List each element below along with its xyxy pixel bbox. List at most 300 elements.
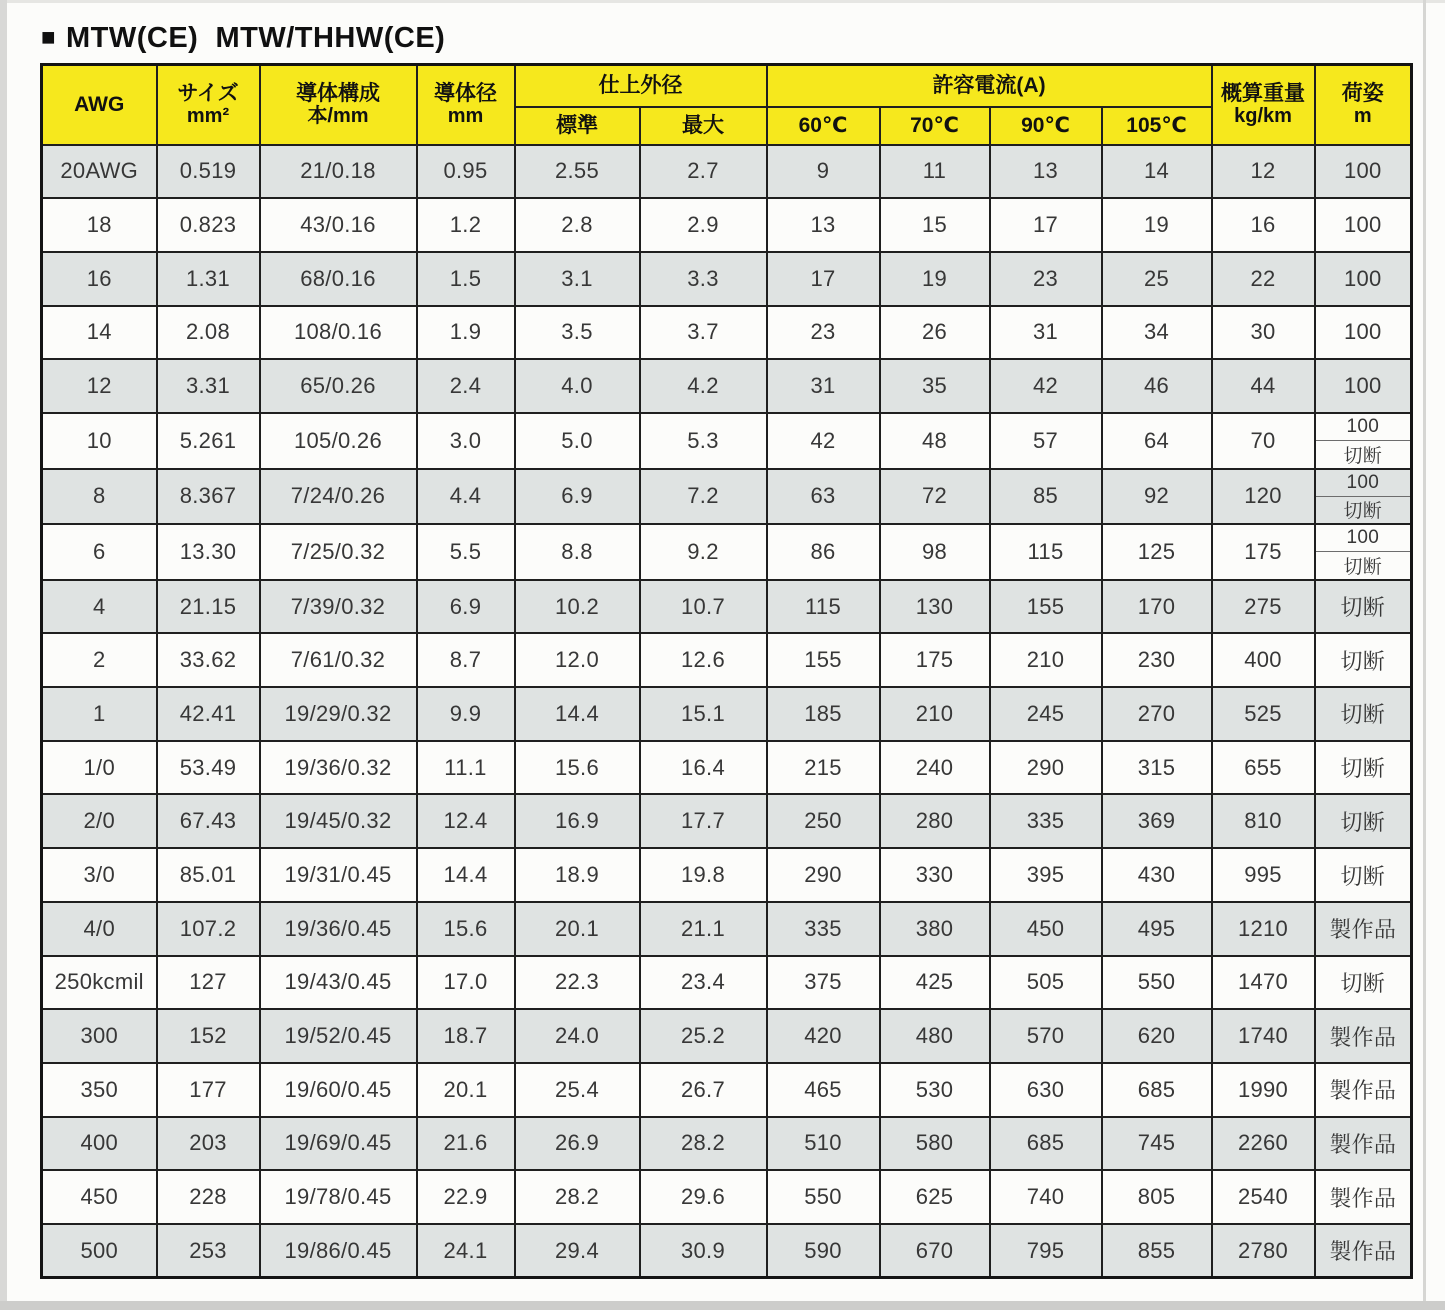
- awg-cell: 250kcmil: [42, 956, 157, 1010]
- amp-90-cell: 245: [990, 687, 1102, 741]
- construction-cell: 108/0.16: [260, 306, 417, 360]
- od-max-cell: 19.8: [640, 848, 767, 902]
- header-size-line2: mm²: [186, 105, 230, 128]
- amp-70-cell: 380: [880, 902, 990, 956]
- diameter-cell: 1.5: [417, 252, 515, 306]
- awg-cell: 18: [42, 198, 157, 252]
- construction-cell: 19/43/0.45: [260, 956, 417, 1010]
- packing-cell: 製作品: [1315, 1063, 1412, 1117]
- diameter-cell: 12.4: [417, 794, 515, 848]
- amp-70-cell: 98: [880, 524, 990, 580]
- weight-cell: 810: [1212, 794, 1315, 848]
- scan-edge-right: [1423, 0, 1426, 1310]
- table-row: [42, 1224, 1412, 1278]
- diameter-cell: 15.6: [417, 902, 515, 956]
- diameter-cell: 9.9: [417, 687, 515, 741]
- amp-90-cell: 290: [990, 741, 1102, 795]
- od-std-cell: 3.1: [515, 252, 640, 306]
- header-diameter-line1: 導体径: [434, 81, 497, 105]
- amp-105-cell: 805: [1102, 1170, 1212, 1224]
- amp-60-cell: 375: [767, 956, 880, 1010]
- packing-cell: 切断: [1315, 687, 1412, 741]
- construction-cell: 19/69/0.45: [260, 1117, 417, 1171]
- table-row: [42, 145, 1412, 199]
- weight-cell: 1210: [1212, 902, 1315, 956]
- size-cell: 0.823: [157, 198, 260, 252]
- packing-cell: [1315, 524, 1412, 580]
- amp-105-cell: 92: [1102, 469, 1212, 525]
- header-ampacity: 許容電流(A): [767, 65, 1212, 107]
- amp-60-cell: 590: [767, 1224, 880, 1278]
- od-std-cell: 25.4: [515, 1063, 640, 1117]
- weight-cell: 525: [1212, 687, 1315, 741]
- packing-cell: 100: [1315, 198, 1412, 252]
- od-max-cell: 25.2: [640, 1009, 767, 1063]
- size-cell: 67.43: [157, 794, 260, 848]
- od-std-cell: 16.9: [515, 794, 640, 848]
- amp-90-cell: 57: [990, 413, 1102, 469]
- diameter-cell: 20.1: [417, 1063, 515, 1117]
- header-size: [157, 65, 260, 145]
- construction-cell: 19/45/0.32: [260, 794, 417, 848]
- header-weight-line2: kg/km: [1234, 105, 1292, 128]
- size-cell: 33.62: [157, 633, 260, 687]
- awg-cell: 10: [42, 413, 157, 469]
- amp-60-cell: 335: [767, 902, 880, 956]
- weight-cell: 1990: [1212, 1063, 1315, 1117]
- table-row: [42, 198, 1412, 252]
- amp-90-cell: 795: [990, 1224, 1102, 1278]
- packing-cell: 切断: [1315, 633, 1412, 687]
- od-std-cell: 8.8: [515, 524, 640, 580]
- construction-cell: 19/36/0.32: [260, 741, 417, 795]
- amp-70-cell: 48: [880, 413, 990, 469]
- packing-cell: 製作品: [1315, 1170, 1412, 1224]
- amp-70-cell: 130: [880, 580, 990, 634]
- header-weight-line1: 概算重量: [1221, 81, 1306, 105]
- amp-60-cell: 86: [767, 524, 880, 580]
- table-row: [42, 580, 1412, 634]
- amp-60-cell: 9: [767, 145, 880, 199]
- od-std-cell: 10.2: [515, 580, 640, 634]
- header-finished-od: 仕上外径: [515, 65, 767, 107]
- amp-90-cell: 13: [990, 145, 1102, 199]
- amp-60-cell: 550: [767, 1170, 880, 1224]
- packing-cell: 切断: [1315, 794, 1412, 848]
- diameter-cell: 18.7: [417, 1009, 515, 1063]
- amp-70-cell: 11: [880, 145, 990, 199]
- od-max-cell: 17.7: [640, 794, 767, 848]
- header-diameter: [417, 65, 515, 145]
- awg-cell: 4/0: [42, 902, 157, 956]
- header-temp-60: 60℃: [767, 107, 880, 145]
- header-temp-105: 105℃: [1102, 107, 1212, 145]
- scan-edge-top: [0, 0, 1445, 3]
- table-row: [42, 902, 1412, 956]
- od-std-cell: 20.1: [515, 902, 640, 956]
- awg-cell: 2: [42, 633, 157, 687]
- weight-cell: 44: [1212, 359, 1315, 413]
- diameter-cell: 3.0: [417, 413, 515, 469]
- amp-70-cell: 15: [880, 198, 990, 252]
- amp-70-cell: 625: [880, 1170, 990, 1224]
- table-row: [42, 359, 1412, 413]
- size-cell: 228: [157, 1170, 260, 1224]
- construction-cell: 19/78/0.45: [260, 1170, 417, 1224]
- construction-cell: 7/24/0.26: [260, 469, 417, 525]
- packing-cell: 100: [1315, 252, 1412, 306]
- header-diameter-line2: mm: [447, 105, 484, 128]
- packing-cell: [1315, 469, 1412, 525]
- awg-cell: 2/0: [42, 794, 157, 848]
- table-row: [42, 956, 1412, 1010]
- weight-cell: 12: [1212, 145, 1315, 199]
- amp-70-cell: 670: [880, 1224, 990, 1278]
- packing-sub-cell: 100: [1316, 414, 1411, 441]
- size-cell: 127: [157, 956, 260, 1010]
- size-cell: 1.31: [157, 252, 260, 306]
- weight-cell: 2260: [1212, 1117, 1315, 1171]
- od-max-cell: 4.2: [640, 359, 767, 413]
- packing-sub-cell: 100: [1316, 470, 1411, 497]
- amp-70-cell: 19: [880, 252, 990, 306]
- amp-60-cell: 465: [767, 1063, 880, 1117]
- scan-edge-bottom: [0, 1301, 1445, 1310]
- amp-105-cell: 855: [1102, 1224, 1212, 1278]
- construction-cell: 68/0.16: [260, 252, 417, 306]
- od-std-cell: 29.4: [515, 1224, 640, 1278]
- awg-cell: 6: [42, 524, 157, 580]
- construction-cell: 105/0.26: [260, 413, 417, 469]
- amp-70-cell: 26: [880, 306, 990, 360]
- header-packing-line1: 荷姿: [1341, 81, 1384, 105]
- header-packing-line2: m: [1353, 105, 1372, 128]
- header-packing: [1315, 65, 1412, 145]
- amp-90-cell: 450: [990, 902, 1102, 956]
- header-construction-line2: 本/mm: [307, 105, 369, 128]
- od-std-cell: 24.0: [515, 1009, 640, 1063]
- packing-sub-cell: 100: [1316, 525, 1411, 552]
- amp-105-cell: 25: [1102, 252, 1212, 306]
- weight-cell: 22: [1212, 252, 1315, 306]
- amp-90-cell: 23: [990, 252, 1102, 306]
- header-temp-70: 70℃: [880, 107, 990, 145]
- amp-60-cell: 13: [767, 198, 880, 252]
- amp-90-cell: 505: [990, 956, 1102, 1010]
- od-max-cell: 7.2: [640, 469, 767, 525]
- weight-cell: 175: [1212, 524, 1315, 580]
- amp-105-cell: 620: [1102, 1009, 1212, 1063]
- packing-cell: 製作品: [1315, 1117, 1412, 1171]
- od-max-cell: 26.7: [640, 1063, 767, 1117]
- od-max-cell: 28.2: [640, 1117, 767, 1171]
- awg-cell: 400: [42, 1117, 157, 1171]
- amp-90-cell: 210: [990, 633, 1102, 687]
- amp-60-cell: 250: [767, 794, 880, 848]
- amp-90-cell: 630: [990, 1063, 1102, 1117]
- amp-90-cell: 685: [990, 1117, 1102, 1171]
- awg-cell: 450: [42, 1170, 157, 1224]
- page-title-text: MTW(CE) MTW/THHW(CE): [66, 22, 446, 54]
- table-row: [42, 687, 1412, 741]
- od-max-cell: 23.4: [640, 956, 767, 1010]
- amp-70-cell: 175: [880, 633, 990, 687]
- amp-90-cell: 740: [990, 1170, 1102, 1224]
- amp-70-cell: 240: [880, 741, 990, 795]
- amp-70-cell: 35: [880, 359, 990, 413]
- od-max-cell: 10.7: [640, 580, 767, 634]
- diameter-cell: 11.1: [417, 741, 515, 795]
- size-cell: 21.15: [157, 580, 260, 634]
- packing-sub-cell: 切断: [1343, 445, 1383, 467]
- amp-70-cell: 425: [880, 956, 990, 1010]
- table-row: [42, 848, 1412, 902]
- amp-105-cell: 495: [1102, 902, 1212, 956]
- construction-cell: 19/60/0.45: [260, 1063, 417, 1117]
- od-max-cell: 3.7: [640, 306, 767, 360]
- awg-cell: 1: [42, 687, 157, 741]
- construction-cell: 65/0.26: [260, 359, 417, 413]
- od-max-cell: 3.3: [640, 252, 767, 306]
- weight-cell: 275: [1212, 580, 1315, 634]
- wire-spec-table: [40, 63, 1413, 1279]
- diameter-cell: 5.5: [417, 524, 515, 580]
- size-cell: 5.261: [157, 413, 260, 469]
- construction-cell: 7/61/0.32: [260, 633, 417, 687]
- amp-90-cell: 570: [990, 1009, 1102, 1063]
- od-std-cell: 14.4: [515, 687, 640, 741]
- construction-cell: 21/0.18: [260, 145, 417, 199]
- od-std-cell: 2.8: [515, 198, 640, 252]
- amp-60-cell: 155: [767, 633, 880, 687]
- amp-90-cell: 395: [990, 848, 1102, 902]
- table-row: [42, 1009, 1412, 1063]
- amp-105-cell: 34: [1102, 306, 1212, 360]
- weight-cell: 16: [1212, 198, 1315, 252]
- packing-cell: 100: [1315, 306, 1412, 360]
- amp-70-cell: 210: [880, 687, 990, 741]
- diameter-cell: 0.95: [417, 145, 515, 199]
- size-cell: 53.49: [157, 741, 260, 795]
- table-row: [42, 469, 1412, 525]
- amp-105-cell: 550: [1102, 956, 1212, 1010]
- amp-105-cell: 125: [1102, 524, 1212, 580]
- weight-cell: 70: [1212, 413, 1315, 469]
- od-std-cell: 15.6: [515, 741, 640, 795]
- amp-90-cell: 115: [990, 524, 1102, 580]
- packing-cell: 切断: [1315, 956, 1412, 1010]
- od-std-cell: 26.9: [515, 1117, 640, 1171]
- table-row: [42, 794, 1412, 848]
- amp-105-cell: 430: [1102, 848, 1212, 902]
- packing-cell: 切断: [1315, 580, 1412, 634]
- size-cell: 107.2: [157, 902, 260, 956]
- packing-cell: 製作品: [1315, 902, 1412, 956]
- amp-105-cell: 19: [1102, 198, 1212, 252]
- construction-cell: 43/0.16: [260, 198, 417, 252]
- weight-cell: 400: [1212, 633, 1315, 687]
- od-max-cell: 15.1: [640, 687, 767, 741]
- size-cell: 8.367: [157, 469, 260, 525]
- awg-cell: 8: [42, 469, 157, 525]
- od-std-cell: 3.5: [515, 306, 640, 360]
- od-max-cell: 2.7: [640, 145, 767, 199]
- od-std-cell: 5.0: [515, 413, 640, 469]
- amp-105-cell: 369: [1102, 794, 1212, 848]
- amp-60-cell: 185: [767, 687, 880, 741]
- awg-cell: 14: [42, 306, 157, 360]
- header-temp-90: 90℃: [990, 107, 1102, 145]
- amp-60-cell: 290: [767, 848, 880, 902]
- construction-cell: 7/39/0.32: [260, 580, 417, 634]
- diameter-cell: 14.4: [417, 848, 515, 902]
- amp-105-cell: 46: [1102, 359, 1212, 413]
- size-cell: 13.30: [157, 524, 260, 580]
- diameter-cell: 21.6: [417, 1117, 515, 1171]
- weight-cell: 2780: [1212, 1224, 1315, 1278]
- size-cell: 42.41: [157, 687, 260, 741]
- od-std-cell: 12.0: [515, 633, 640, 687]
- packing-sub-cell: 切断: [1343, 557, 1383, 579]
- diameter-cell: 17.0: [417, 956, 515, 1010]
- table-row: [42, 524, 1412, 580]
- amp-70-cell: 280: [880, 794, 990, 848]
- weight-cell: 655: [1212, 741, 1315, 795]
- od-max-cell: 30.9: [640, 1224, 767, 1278]
- diameter-cell: 6.9: [417, 580, 515, 634]
- awg-cell: 1/0: [42, 741, 157, 795]
- header-od-max: 最大: [640, 107, 767, 145]
- amp-70-cell: 530: [880, 1063, 990, 1117]
- size-cell: 2.08: [157, 306, 260, 360]
- construction-cell: 19/86/0.45: [260, 1224, 417, 1278]
- amp-90-cell: 335: [990, 794, 1102, 848]
- amp-90-cell: 155: [990, 580, 1102, 634]
- weight-cell: 1740: [1212, 1009, 1315, 1063]
- awg-cell: 4: [42, 580, 157, 634]
- amp-60-cell: 420: [767, 1009, 880, 1063]
- awg-cell: 20AWG: [42, 145, 157, 199]
- construction-cell: 19/31/0.45: [260, 848, 417, 902]
- amp-105-cell: 64: [1102, 413, 1212, 469]
- amp-90-cell: 85: [990, 469, 1102, 525]
- size-cell: 0.519: [157, 145, 260, 199]
- amp-105-cell: 14: [1102, 145, 1212, 199]
- diameter-cell: 2.4: [417, 359, 515, 413]
- od-max-cell: 2.9: [640, 198, 767, 252]
- table-row: [42, 1063, 1412, 1117]
- weight-cell: 995: [1212, 848, 1315, 902]
- table-row: [42, 1117, 1412, 1171]
- amp-60-cell: 23: [767, 306, 880, 360]
- header-weight: [1212, 65, 1315, 145]
- packing-cell: [1315, 413, 1412, 469]
- table-row: [42, 741, 1412, 795]
- awg-cell: 3/0: [42, 848, 157, 902]
- amp-70-cell: 330: [880, 848, 990, 902]
- amp-60-cell: 115: [767, 580, 880, 634]
- awg-cell: 12: [42, 359, 157, 413]
- construction-cell: 19/29/0.32: [260, 687, 417, 741]
- od-std-cell: 6.9: [515, 469, 640, 525]
- table-row: [42, 633, 1412, 687]
- amp-60-cell: 215: [767, 741, 880, 795]
- packing-cell: 切断: [1315, 848, 1412, 902]
- od-std-cell: 18.9: [515, 848, 640, 902]
- od-max-cell: 21.1: [640, 902, 767, 956]
- weight-cell: 2540: [1212, 1170, 1315, 1224]
- od-max-cell: 29.6: [640, 1170, 767, 1224]
- diameter-cell: 8.7: [417, 633, 515, 687]
- amp-60-cell: 63: [767, 469, 880, 525]
- amp-70-cell: 480: [880, 1009, 990, 1063]
- size-cell: 177: [157, 1063, 260, 1117]
- construction-cell: 19/36/0.45: [260, 902, 417, 956]
- table-row: [42, 252, 1412, 306]
- awg-cell: 16: [42, 252, 157, 306]
- amp-90-cell: 42: [990, 359, 1102, 413]
- awg-cell: 350: [42, 1063, 157, 1117]
- amp-105-cell: 315: [1102, 741, 1212, 795]
- header-awg: AWG: [42, 65, 157, 145]
- amp-90-cell: 31: [990, 306, 1102, 360]
- amp-60-cell: 31: [767, 359, 880, 413]
- weight-cell: 1470: [1212, 956, 1315, 1010]
- awg-cell: 500: [42, 1224, 157, 1278]
- diameter-cell: 1.9: [417, 306, 515, 360]
- od-std-cell: 2.55: [515, 145, 640, 199]
- header-construction-line1: 導体構成: [296, 81, 380, 105]
- size-cell: 203: [157, 1117, 260, 1171]
- header-od-std: 標準: [515, 107, 640, 145]
- diameter-cell: 1.2: [417, 198, 515, 252]
- table-body: [42, 145, 1412, 1278]
- table-row: [42, 1170, 1412, 1224]
- packing-cell: 切断: [1315, 741, 1412, 795]
- amp-105-cell: 270: [1102, 687, 1212, 741]
- construction-cell: 19/52/0.45: [260, 1009, 417, 1063]
- amp-70-cell: 72: [880, 469, 990, 525]
- table-header: [42, 65, 1412, 145]
- amp-105-cell: 685: [1102, 1063, 1212, 1117]
- amp-105-cell: 230: [1102, 633, 1212, 687]
- weight-cell: 30: [1212, 306, 1315, 360]
- amp-105-cell: 170: [1102, 580, 1212, 634]
- awg-cell: 300: [42, 1009, 157, 1063]
- od-std-cell: 22.3: [515, 956, 640, 1010]
- scan-edge-left: [0, 0, 7, 1310]
- amp-60-cell: 510: [767, 1117, 880, 1171]
- size-cell: 253: [157, 1224, 260, 1278]
- od-max-cell: 12.6: [640, 633, 767, 687]
- header-size-line1: サイズ: [177, 81, 239, 105]
- packing-cell: 100: [1315, 359, 1412, 413]
- amp-60-cell: 17: [767, 252, 880, 306]
- weight-cell: 120: [1212, 469, 1315, 525]
- size-cell: 152: [157, 1009, 260, 1063]
- od-max-cell: 16.4: [640, 741, 767, 795]
- packing-cell: 製作品: [1315, 1009, 1412, 1063]
- packing-cell: 製作品: [1315, 1224, 1412, 1278]
- od-max-cell: 9.2: [640, 524, 767, 580]
- od-max-cell: 5.3: [640, 413, 767, 469]
- table-row: [42, 413, 1412, 469]
- amp-105-cell: 745: [1102, 1117, 1212, 1171]
- diameter-cell: 4.4: [417, 469, 515, 525]
- diameter-cell: 22.9: [417, 1170, 515, 1224]
- size-cell: 3.31: [157, 359, 260, 413]
- amp-90-cell: 17: [990, 198, 1102, 252]
